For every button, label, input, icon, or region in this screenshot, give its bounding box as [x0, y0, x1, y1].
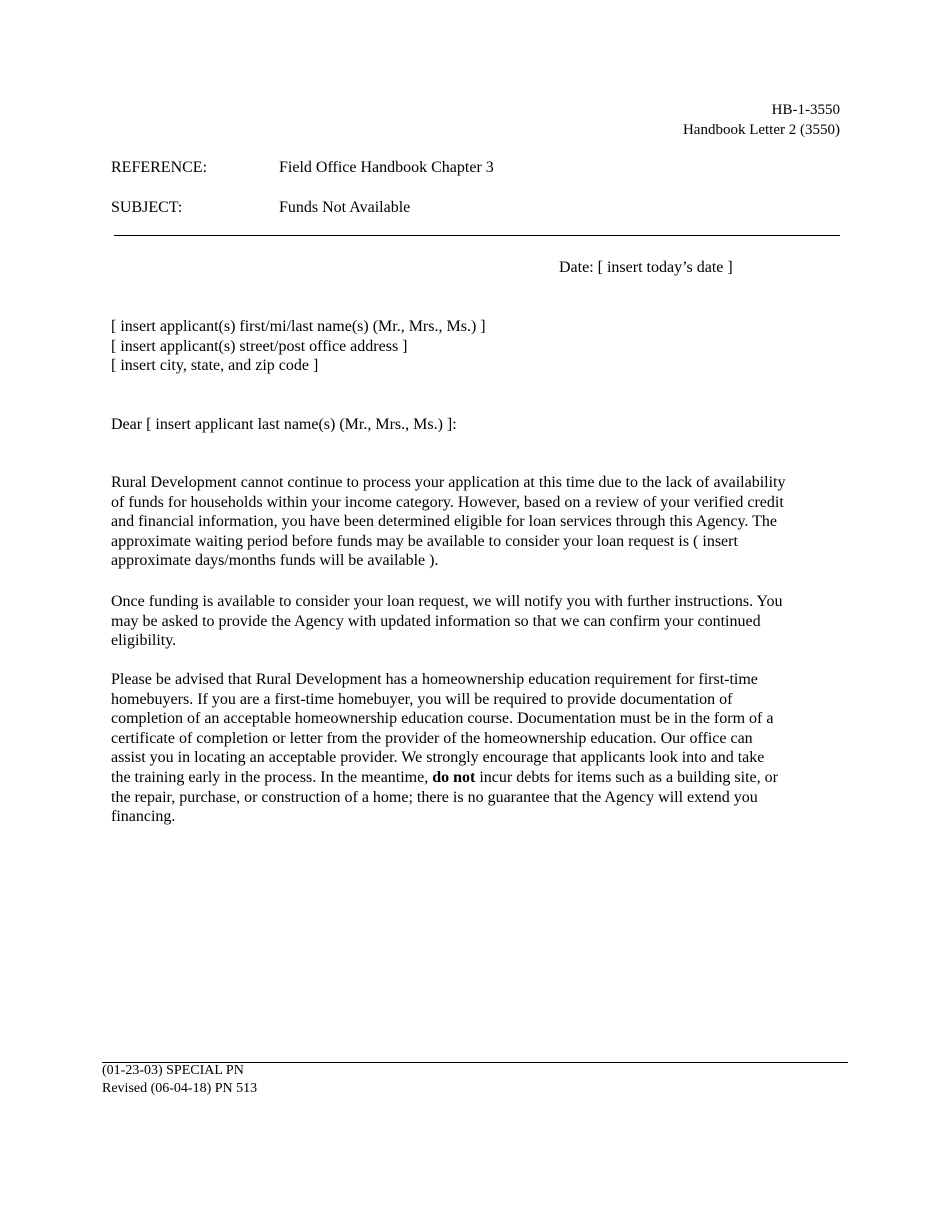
paragraph-line: Please be advised that Rural Development has a homeownership education requirement for first-time [111, 671, 758, 688]
paragraph-line: approximate days/months funds will be available ). [111, 552, 439, 570]
paragraph-line-text: incur debts for items such as a building site, or [475, 768, 778, 786]
subject-label: SUBJECT: [111, 199, 183, 216]
reference-value: Field Office Handbook Chapter 3 [279, 159, 494, 176]
salutation: Dear [ insert applicant last name(s) (Mr., Mrs., Ms.) ]: [111, 416, 457, 433]
paragraph-funds-unavailable [111, 473, 826, 571]
address-block [111, 317, 486, 376]
paragraph-line: approximate waiting period before funds may be available to consider your loan request is ( insert [111, 532, 738, 550]
address-line-name: [ insert applicant(s) first/mi/last name(s) (Mr., Mrs., Ms.) ] [111, 318, 486, 335]
paragraph-homeownership-education [111, 670, 826, 827]
paragraph-funding-notice [111, 592, 826, 651]
paragraph-line: homebuyers. If you are a first-time homebuyer, you will be required to provide documentation of [111, 690, 733, 708]
header-divider [114, 235, 840, 236]
paragraph-line: and financial information, you have been determined eligible for loan services through this Agency. The [111, 513, 778, 531]
address-line-street: [ insert applicant(s) street/post office address ] [111, 337, 408, 355]
subject-value: Funds Not Available [279, 199, 411, 216]
paragraph-line: Rural Development cannot continue to process your application at this time due to the lack of availability [111, 474, 786, 491]
date-line: Date: [ insert today’s date ] [559, 259, 733, 276]
address-line-city: [ insert city, state, and zip code ] [111, 357, 319, 375]
paragraph-line: completion of an acceptable homeownership education course. Documentation must be in the form of a [111, 710, 774, 728]
reference-label: REFERENCE: [111, 159, 208, 176]
document-footer [102, 1062, 257, 1098]
paragraph-line: Once funding is available to consider your loan request, we will notify you with further instructions. You [111, 593, 783, 610]
paragraph-line [111, 768, 826, 788]
paragraph-line: certificate of completion or letter from the provider of the homeownership education. Our office can [111, 729, 753, 747]
paragraph-line: eligibility. [111, 632, 177, 650]
footer-revised: Revised (06-04-18) PN 513 [102, 1081, 258, 1096]
paragraph-line: the repair, purchase, or construction of a home; there is no guarantee that the Agency will extend you [111, 788, 758, 806]
paragraph-line: of funds for households within your income category. However, based on a review of your verified credit [111, 493, 784, 511]
handbook-letter-title: Handbook Letter 2 (3550) [682, 122, 840, 138]
document-number: HB-1-3550 [771, 102, 840, 118]
paragraph-line: assist you in locating an acceptable provider. We strongly encourage that applicants look into and take [111, 749, 765, 767]
paragraph-line-text: the training early in the process. In the meantime, [111, 768, 433, 786]
subject-row [111, 198, 851, 218]
paragraph-line: may be asked to provide the Agency with updated information so that we can confirm your continued [111, 612, 761, 630]
paragraph-line: financing. [111, 808, 176, 826]
reference-row [111, 158, 851, 178]
footer-special-pn: (01-23-03) SPECIAL PN [102, 1063, 244, 1078]
emphasis-do-not: do not [432, 768, 476, 786]
document-header [683, 100, 840, 140]
